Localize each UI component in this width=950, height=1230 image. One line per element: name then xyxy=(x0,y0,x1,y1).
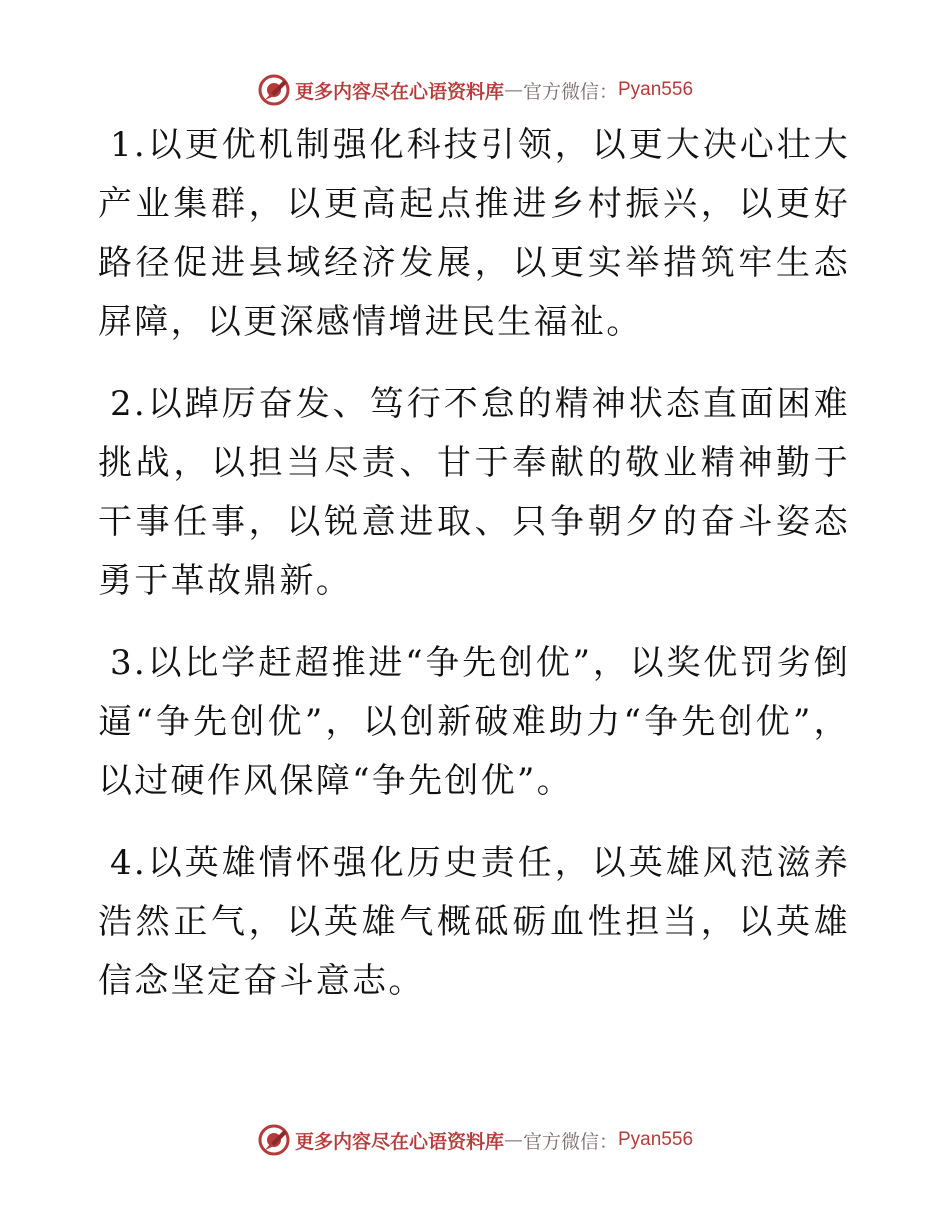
paragraph-1 xyxy=(98,116,850,352)
paragraph-text: 以比学赶超推进“争先创优”，以奖优罚劣倒逼“争先创优”，以创新破难助力“争先创优”，以过硬作风保障“争先创优”。 xyxy=(98,643,850,801)
banner-wechat-id: Pyan556 xyxy=(618,79,694,100)
header-banner xyxy=(0,70,950,110)
paragraph-text: 以英雄情怀强化历史责任，以英雄风范滋养浩然正气，以英雄气概砥砺血性担当，以英雄信念坚定奋斗意志。 xyxy=(98,843,850,1001)
paragraph-text: 以踔厉奋发、笃行不怠的精神状态直面困难挑战，以担当尽责、甘于奉献的敬业精神勤于干事任事，以锐意进取、只争朝夕的奋斗姿态勇于革故鼎新。 xyxy=(98,384,850,601)
paragraph-number: 1. xyxy=(110,125,148,165)
pen-logo-icon xyxy=(257,73,291,107)
banner-official-label: 官方微信： xyxy=(522,80,618,103)
paragraph-number: 2. xyxy=(110,384,148,424)
document-body xyxy=(98,116,850,1034)
paragraph-number: 4. xyxy=(110,843,148,883)
banner-wechat-id: Pyan556 xyxy=(618,1129,694,1150)
paragraph-3 xyxy=(98,634,850,811)
paragraph-text: 以更优机制强化科技引领，以更大决心壮大产业集群，以更高起点推进乡村振兴，以更好路径促进县域经济发展，以更实举措筑牢生态屏障，以更深感情增进民生福祉。 xyxy=(98,125,850,342)
paragraph-2 xyxy=(98,375,850,611)
banner-main-text: 更多内容尽在心语资料库 xyxy=(294,1130,504,1153)
pen-logo-icon xyxy=(257,1123,291,1157)
paragraph-4 xyxy=(98,834,850,1011)
footer-banner xyxy=(0,1120,950,1160)
paragraph-number: 3. xyxy=(110,643,148,683)
banner-dash: — xyxy=(503,79,523,101)
banner-main-text: 更多内容尽在心语资料库 xyxy=(294,80,504,103)
banner-official-label: 官方微信： xyxy=(522,1130,618,1153)
banner-dash: — xyxy=(503,1129,523,1151)
